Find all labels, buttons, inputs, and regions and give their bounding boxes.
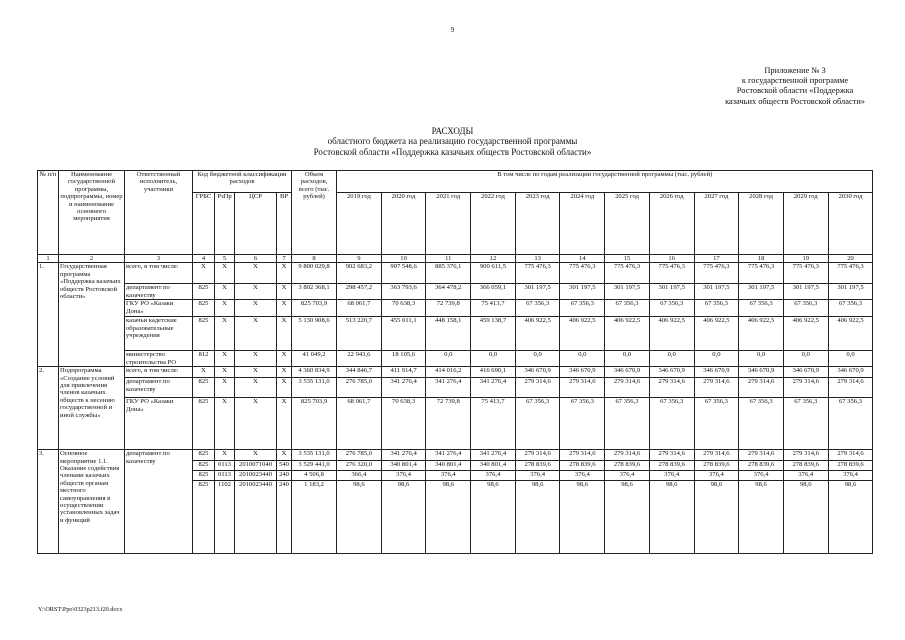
- table-row: [38, 367, 873, 378]
- year-value: 98,6: [560, 481, 605, 554]
- year-value: 278 839,6: [560, 461, 605, 471]
- year-value: 279 314,6: [828, 378, 873, 398]
- row-number: 2.: [38, 367, 59, 450]
- title-line: Ростовской области «Поддержка казачьих обществ Ростовской области»: [313, 146, 592, 157]
- executor: министерство строительства РО: [125, 351, 193, 367]
- table-row: [38, 317, 873, 351]
- grbs-code: 825: [193, 284, 215, 300]
- year-value: 75 413,7: [471, 300, 516, 317]
- total-volume: 3 535 131,0: [292, 450, 337, 461]
- year-value: 98,6: [381, 481, 426, 554]
- total-volume: 3 535 131,0: [292, 378, 337, 398]
- executor: ГКУ РО «Казаки Дона»: [125, 300, 193, 317]
- year-value: 70 638,3: [381, 398, 426, 450]
- title-line: РАСХОДЫ: [431, 126, 474, 136]
- rzpr-code: X: [215, 317, 235, 351]
- year-value: 276 785,0: [337, 450, 382, 461]
- header-rzpr: РзПр: [215, 193, 235, 255]
- year-value: 279 314,6: [605, 450, 650, 461]
- year-value: 278 839,6: [828, 461, 873, 471]
- year-value: 67 356,3: [649, 300, 694, 317]
- year-value: 376,4: [694, 471, 739, 481]
- year-value: 67 356,3: [515, 300, 560, 317]
- year-value: 414 016,2: [426, 367, 471, 378]
- appendix-line: казачьих обществ Ростовской области»: [725, 96, 865, 106]
- year-value: 341 276,4: [381, 378, 426, 398]
- program-name: Основное мероприятие 1.1. Оказание содействия членами казачьих обществ органам местного самоуправления в осуществлении установленных задач и функций: [59, 450, 125, 554]
- year-value: 346 670,9: [783, 367, 828, 378]
- year-value: 278 839,6: [694, 461, 739, 471]
- expenses-table: [37, 170, 873, 554]
- year-value: 907 548,6: [381, 263, 426, 284]
- year-value: 278 839,6: [739, 461, 784, 471]
- header-year: 2025 год: [605, 193, 650, 255]
- column-number: 7: [277, 255, 292, 263]
- row-number: 3.: [38, 450, 59, 554]
- year-value: 279 314,6: [739, 450, 784, 461]
- rzpr-code: X: [215, 378, 235, 398]
- year-value: 376,4: [605, 471, 650, 481]
- header-name: Наименование государственной программы, подпрограммы, номер и наименование основного мероприятия: [59, 171, 125, 255]
- year-value: 902 683,2: [337, 263, 382, 284]
- year-value: 279 314,6: [515, 378, 560, 398]
- csr-code: 2010071040: [235, 461, 277, 471]
- year-value: 98,6: [783, 481, 828, 554]
- vr-code: 540: [277, 461, 292, 471]
- column-number: 19: [783, 255, 828, 263]
- year-value: 68 061,7: [337, 300, 382, 317]
- executor: казачьи кадетские образовательные учреждения: [125, 317, 193, 351]
- header-num: № п/п: [38, 171, 59, 255]
- column-number: 2: [59, 255, 125, 263]
- year-value: 376,4: [649, 471, 694, 481]
- year-value: 276 320,0: [337, 461, 382, 471]
- year-value: 276 785,0: [337, 378, 382, 398]
- year-value: 67 356,3: [694, 398, 739, 450]
- vr-code: 240: [277, 471, 292, 481]
- year-value: 376,4: [515, 471, 560, 481]
- year-value: 376,4: [381, 471, 426, 481]
- executor: департамент по казачеству: [125, 450, 193, 554]
- year-value: 301 197,5: [739, 284, 784, 300]
- grbs-code: 825: [193, 461, 215, 471]
- year-value: 279 314,6: [783, 450, 828, 461]
- year-value: 67 356,3: [828, 300, 873, 317]
- table-row: [38, 351, 873, 367]
- year-value: 68 061,7: [337, 398, 382, 450]
- year-value: 278 839,6: [649, 461, 694, 471]
- column-number-row: [38, 255, 873, 263]
- header-year: 2027 год: [694, 193, 739, 255]
- vr-code: X: [277, 378, 292, 398]
- total-volume: 1 183,2: [292, 481, 337, 554]
- year-value: 0,0: [605, 351, 650, 367]
- year-value: 67 356,3: [739, 398, 784, 450]
- executor: департамент по казачеству: [125, 378, 193, 398]
- csr-code: X: [235, 300, 277, 317]
- year-value: 346 670,9: [515, 367, 560, 378]
- year-value: 278 839,6: [515, 461, 560, 471]
- header-executor: Ответственный исполнитель, участники: [125, 171, 193, 255]
- year-value: 279 314,6: [560, 450, 605, 461]
- year-value: 0,0: [426, 351, 471, 367]
- header-year: 2024 год: [560, 193, 605, 255]
- page-number: 9: [450, 26, 455, 34]
- column-number: 17: [694, 255, 739, 263]
- year-value: 98,6: [471, 481, 516, 554]
- year-value: 0,0: [560, 351, 605, 367]
- year-value: 448 158,1: [426, 317, 471, 351]
- appendix-line: Приложение № 3: [764, 66, 826, 75]
- year-value: 366 059,1: [471, 284, 516, 300]
- year-value: 775 476,3: [739, 263, 784, 284]
- year-value: 775 476,3: [649, 263, 694, 284]
- total-volume: 41 049,2: [292, 351, 337, 367]
- column-number: 14: [560, 255, 605, 263]
- grbs-code: 825: [193, 300, 215, 317]
- total-volume: 9 800 029,8: [292, 263, 337, 284]
- csr-code: X: [235, 367, 277, 378]
- csr-code: X: [235, 378, 277, 398]
- year-value: 75 413,7: [471, 398, 516, 450]
- total-volume: 4 506,8: [292, 471, 337, 481]
- table-row: [38, 450, 873, 461]
- year-value: 406 922,5: [605, 317, 650, 351]
- year-value: 406 922,5: [560, 317, 605, 351]
- column-number: 9: [337, 255, 382, 263]
- year-value: 341 276,4: [471, 378, 516, 398]
- executor: всего, в том числе:: [125, 367, 193, 378]
- year-value: 67 356,3: [783, 398, 828, 450]
- year-value: 346 670,9: [694, 367, 739, 378]
- csr-code: X: [235, 284, 277, 300]
- year-value: 67 356,3: [649, 398, 694, 450]
- year-value: 346 670,9: [828, 367, 873, 378]
- total-volume: 5 130 908,6: [292, 317, 337, 351]
- rzpr-code: X: [215, 300, 235, 317]
- file-path-footer: Y:\ORST\Ppo\0323p213.f20.docx: [38, 606, 123, 613]
- year-value: 0,0: [783, 351, 828, 367]
- year-value: 775 476,3: [694, 263, 739, 284]
- year-value: 279 314,6: [649, 450, 694, 461]
- year-value: 406 922,5: [694, 317, 739, 351]
- column-number: 4: [193, 255, 215, 263]
- column-number: 1: [38, 255, 59, 263]
- year-value: 98,6: [605, 481, 650, 554]
- year-value: 775 476,3: [560, 263, 605, 284]
- csr-code: X: [235, 351, 277, 367]
- rzpr-code: X: [215, 263, 235, 284]
- year-value: 775 476,3: [828, 263, 873, 284]
- csr-code: 2010023440: [235, 481, 277, 554]
- year-value: 406 922,5: [739, 317, 784, 351]
- year-value: 411 914,7: [381, 367, 426, 378]
- year-value: 406 922,5: [783, 317, 828, 351]
- csr-code: X: [235, 450, 277, 461]
- csr-code: X: [235, 317, 277, 351]
- grbs-code: 825: [193, 378, 215, 398]
- csr-code: X: [235, 263, 277, 284]
- column-number: 20: [828, 255, 873, 263]
- year-value: 98,6: [739, 481, 784, 554]
- grbs-code: 825: [193, 450, 215, 461]
- csr-code: 2010023440: [235, 471, 277, 481]
- vr-code: X: [277, 398, 292, 450]
- rzpr-code: X: [215, 351, 235, 367]
- year-value: 346 670,9: [739, 367, 784, 378]
- rzpr-code: 0113: [215, 461, 235, 471]
- year-value: 72 739,8: [426, 398, 471, 450]
- year-value: 775 476,3: [605, 263, 650, 284]
- rzpr-code: 0113: [215, 471, 235, 481]
- year-value: 364 478,2: [426, 284, 471, 300]
- year-value: 0,0: [739, 351, 784, 367]
- vr-code: 240: [277, 481, 292, 554]
- header-code-group: Код бюджетной классификации расходов: [193, 171, 292, 193]
- year-value: 340 801,4: [381, 461, 426, 471]
- header-year: 2019 год: [337, 193, 382, 255]
- year-value: 22 943,6: [337, 351, 382, 367]
- year-value: 376,4: [471, 471, 516, 481]
- year-value: 346 670,9: [605, 367, 650, 378]
- vr-code: X: [277, 263, 292, 284]
- year-value: 67 356,3: [515, 398, 560, 450]
- year-value: 376,4: [739, 471, 784, 481]
- year-value: 67 356,3: [560, 300, 605, 317]
- header-year: 2028 год: [739, 193, 784, 255]
- vr-code: X: [277, 317, 292, 351]
- program-name: Государственная программа «Поддержка казачьих обществ Ростовской области»: [59, 263, 125, 367]
- year-value: 98,6: [828, 481, 873, 554]
- vr-code: X: [277, 284, 292, 300]
- total-volume: 3 802 368,1: [292, 284, 337, 300]
- year-value: 0,0: [828, 351, 873, 367]
- header-vr: ВР: [277, 193, 292, 255]
- year-value: 366,4: [337, 471, 382, 481]
- year-value: 279 314,6: [739, 378, 784, 398]
- year-value: 279 314,6: [694, 450, 739, 461]
- total-volume: 4 360 834,9: [292, 367, 337, 378]
- year-value: 279 314,6: [515, 450, 560, 461]
- row-number: 1.: [38, 263, 59, 367]
- rzpr-code: X: [215, 367, 235, 378]
- column-number: 18: [739, 255, 784, 263]
- year-value: 301 197,5: [694, 284, 739, 300]
- grbs-code: X: [193, 263, 215, 284]
- column-number: 8: [292, 255, 337, 263]
- grbs-code: 825: [193, 481, 215, 554]
- header-year: 2023 год: [515, 193, 560, 255]
- year-value: 67 356,3: [605, 398, 650, 450]
- header-year: 2030 год: [828, 193, 873, 255]
- year-value: 341 276,4: [381, 450, 426, 461]
- year-value: 406 922,5: [515, 317, 560, 351]
- table-row: [38, 378, 873, 398]
- header-year: 2029 год: [783, 193, 828, 255]
- year-value: 279 314,6: [783, 378, 828, 398]
- rzpr-code: X: [215, 398, 235, 450]
- year-value: 775 476,3: [783, 263, 828, 284]
- year-value: 376,4: [560, 471, 605, 481]
- year-value: 98,6: [694, 481, 739, 554]
- year-value: 279 314,6: [560, 378, 605, 398]
- total-volume: 825 703,9: [292, 300, 337, 317]
- year-value: 98,6: [515, 481, 560, 554]
- year-value: 0,0: [515, 351, 560, 367]
- column-number: 5: [215, 255, 235, 263]
- year-value: 301 197,5: [515, 284, 560, 300]
- year-value: 70 638,3: [381, 300, 426, 317]
- year-value: 278 839,6: [783, 461, 828, 471]
- year-value: 98,6: [649, 481, 694, 554]
- year-value: 885 376,1: [426, 263, 471, 284]
- executor: ГКУ РО «Казаки Дона»: [125, 398, 193, 450]
- table-row: [38, 284, 873, 300]
- year-value: 67 356,3: [605, 300, 650, 317]
- column-number: 10: [381, 255, 426, 263]
- vr-code: X: [277, 300, 292, 317]
- vr-code: X: [277, 351, 292, 367]
- year-value: 376,4: [783, 471, 828, 481]
- header-years-group: В том числе по годам реализации государственной программы (тыс. рублей): [337, 171, 873, 193]
- executor: всего, в том числе:: [125, 263, 193, 284]
- year-value: 775 476,3: [515, 263, 560, 284]
- column-number: 11: [426, 255, 471, 263]
- year-value: 67 356,3: [783, 300, 828, 317]
- column-number: 13: [515, 255, 560, 263]
- year-value: 346 670,9: [649, 367, 694, 378]
- program-name: Подпрограмма «Создание условий для привлечения членов казачьих обществ к несению государственной и иной службы»: [59, 367, 125, 450]
- year-value: 301 197,5: [649, 284, 694, 300]
- rzpr-code: X: [215, 450, 235, 461]
- vr-code: X: [277, 367, 292, 378]
- year-value: 301 197,5: [783, 284, 828, 300]
- table-row: [38, 300, 873, 317]
- column-number: 15: [605, 255, 650, 263]
- vr-code: X: [277, 450, 292, 461]
- total-volume: 3 529 441,0: [292, 461, 337, 471]
- appendix-note: [725, 66, 865, 107]
- year-value: 416 690,1: [471, 367, 516, 378]
- year-value: 18 105,6: [381, 351, 426, 367]
- year-value: 455 011,1: [381, 317, 426, 351]
- year-value: 0,0: [471, 351, 516, 367]
- grbs-code: 825: [193, 471, 215, 481]
- year-value: 279 314,6: [694, 378, 739, 398]
- header-year: 2026 год: [649, 193, 694, 255]
- column-number: 3: [125, 255, 193, 263]
- grbs-code: 825: [193, 317, 215, 351]
- year-value: 513 220,7: [337, 317, 382, 351]
- year-value: 340 801,4: [471, 461, 516, 471]
- column-number: 6: [235, 255, 277, 263]
- year-value: 346 670,9: [560, 367, 605, 378]
- year-value: 72 739,8: [426, 300, 471, 317]
- year-value: 279 314,6: [649, 378, 694, 398]
- year-value: 67 356,3: [560, 398, 605, 450]
- column-number: 12: [471, 255, 516, 263]
- year-value: 341 276,4: [471, 450, 516, 461]
- year-value: 301 197,5: [560, 284, 605, 300]
- total-volume: 825 703,9: [292, 398, 337, 450]
- header-year: 2022 год: [471, 193, 516, 255]
- year-value: 0,0: [649, 351, 694, 367]
- year-value: 900 611,5: [471, 263, 516, 284]
- header-volume: Объем расходов, всего (тыс. рублей): [292, 171, 337, 255]
- year-value: 98,6: [337, 481, 382, 554]
- year-value: 341 276,4: [426, 378, 471, 398]
- appendix-line: к государственной программе: [741, 76, 849, 86]
- year-value: 67 356,3: [828, 398, 873, 450]
- year-value: 376,4: [426, 471, 471, 481]
- grbs-code: 812: [193, 351, 215, 367]
- year-value: 298 457,2: [337, 284, 382, 300]
- header-grbs: ГРБС: [193, 193, 215, 255]
- year-value: 344 846,7: [337, 367, 382, 378]
- year-value: 406 922,5: [828, 317, 873, 351]
- table-row: [38, 263, 873, 284]
- year-value: 341 276,4: [426, 450, 471, 461]
- year-value: 278 839,6: [605, 461, 650, 471]
- grbs-code: X: [193, 367, 215, 378]
- executor: департамент по казачеству: [125, 284, 193, 300]
- year-value: 67 356,3: [694, 300, 739, 317]
- year-value: 279 314,6: [605, 378, 650, 398]
- year-value: 67 356,3: [739, 300, 784, 317]
- year-value: 459 138,7: [471, 317, 516, 351]
- document-title: [0, 126, 905, 157]
- title-line: областного бюджета на реализацию государственной программы: [327, 136, 578, 147]
- header-year: 2020 год: [381, 193, 426, 255]
- year-value: 363 793,6: [381, 284, 426, 300]
- year-value: 279 314,6: [828, 450, 873, 461]
- column-number: 16: [649, 255, 694, 263]
- header-csr: ЦСР: [235, 193, 277, 255]
- year-value: 98,6: [426, 481, 471, 554]
- table-row: [38, 398, 873, 450]
- year-value: 340 801,4: [426, 461, 471, 471]
- year-value: 0,0: [694, 351, 739, 367]
- header-year: 2021 год: [426, 193, 471, 255]
- year-value: 376,4: [828, 471, 873, 481]
- grbs-code: 825: [193, 398, 215, 450]
- appendix-line: Ростовской области «Поддержка: [736, 86, 854, 96]
- year-value: 406 922,5: [649, 317, 694, 351]
- year-value: 301 197,5: [828, 284, 873, 300]
- year-value: 301 197,5: [605, 284, 650, 300]
- rzpr-code: X: [215, 284, 235, 300]
- csr-code: X: [235, 398, 277, 450]
- rzpr-code: 1102: [215, 481, 235, 554]
